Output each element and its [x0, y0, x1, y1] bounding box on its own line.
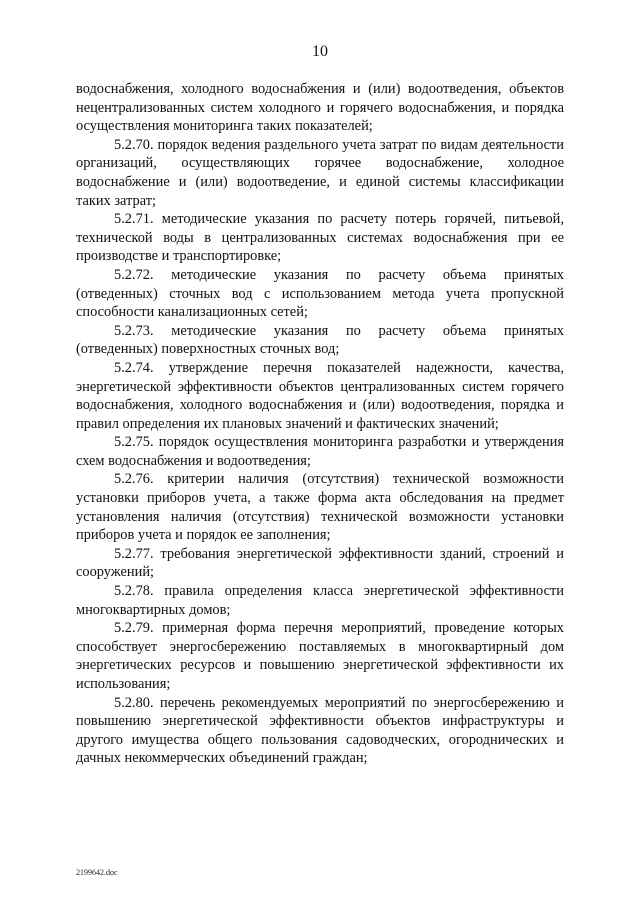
paragraph-5-2-77: 5.2.77. требования энергетической эффективности зданий, строений и сооружений; — [76, 545, 564, 581]
paragraph-5-2-78: 5.2.78. правила определения класса энергетической эффективности многоквартирных домов; — [76, 583, 564, 618]
paragraph-5-2-76: 5.2.76. критерии наличия (отсутствия) технической возможности установки приборов учета, а также форма акта обследования на предмет установления наличия (отсутствия) технической возможности установки приборов учета и порядок ее заполнения; — [76, 471, 564, 544]
paragraph-5-2-74: 5.2.74. утверждение перечня показателей надежности, качества, энергетической эффективности объектов централизованных систем горячего водоснабжения, холодного водоснабжения и (или) водоотведения, порядка и правил определения их плановых значений и фактических значений; — [76, 359, 564, 432]
paragraph-5-2-70: 5.2.70. порядок ведения раздельного учета затрат по видам деятельности организаций, осуществляющих горячее водоснабжение, холодное водоснабжение и (или) водоотведение, и единой системы классификации таких затрат; — [76, 136, 564, 209]
page-number: 10 — [312, 43, 328, 60]
paragraph-5-2-72: 5.2.72. методические указания по расчету объема принятых (отведенных) сточных вод с использованием метода учета пропускной способности канализационных сетей; — [76, 266, 564, 321]
paragraph-5-2-71: 5.2.71. методические указания по расчету потерь горячей, питьевой, технической воды в централизованных системах водоснабжения при ее производстве и транспортировке; — [76, 211, 564, 265]
paragraph-5-2-73: 5.2.73. методические указания по расчету объема принятых (отведенных) поверхностных сточных вод; — [76, 322, 564, 358]
footer-filename: 2199642.doc — [76, 868, 118, 877]
document-body — [76, 80, 564, 768]
paragraph-continuation: водоснабжения, холодного водоснабжения и (или) водоотведения, объектов нецентрализованных систем холодного и горячего водоснабжения, и порядка осуществления мониторинга таких показателей; — [76, 81, 564, 135]
paragraph-5-2-80: 5.2.80. перечень рекомендуемых мероприятий по энергосбережению и повышению энергетической эффективности объектов инфраструктуры и другого имущества общего пользования садоводческих, огороднических и дачных некоммерческих объединений граждан; — [76, 694, 564, 767]
paragraph-5-2-79: 5.2.79. примерная форма перечня мероприятий, проведение которых способствует энергосбережению поставляемых в многоквартирный дом энергетических ресурсов и повышению энергетической эффективности их использования; — [76, 620, 564, 692]
paragraph-5-2-75: 5.2.75. порядок осуществления мониторинга разработки и утверждения схем водоснабжения и водоотведения; — [76, 434, 564, 469]
